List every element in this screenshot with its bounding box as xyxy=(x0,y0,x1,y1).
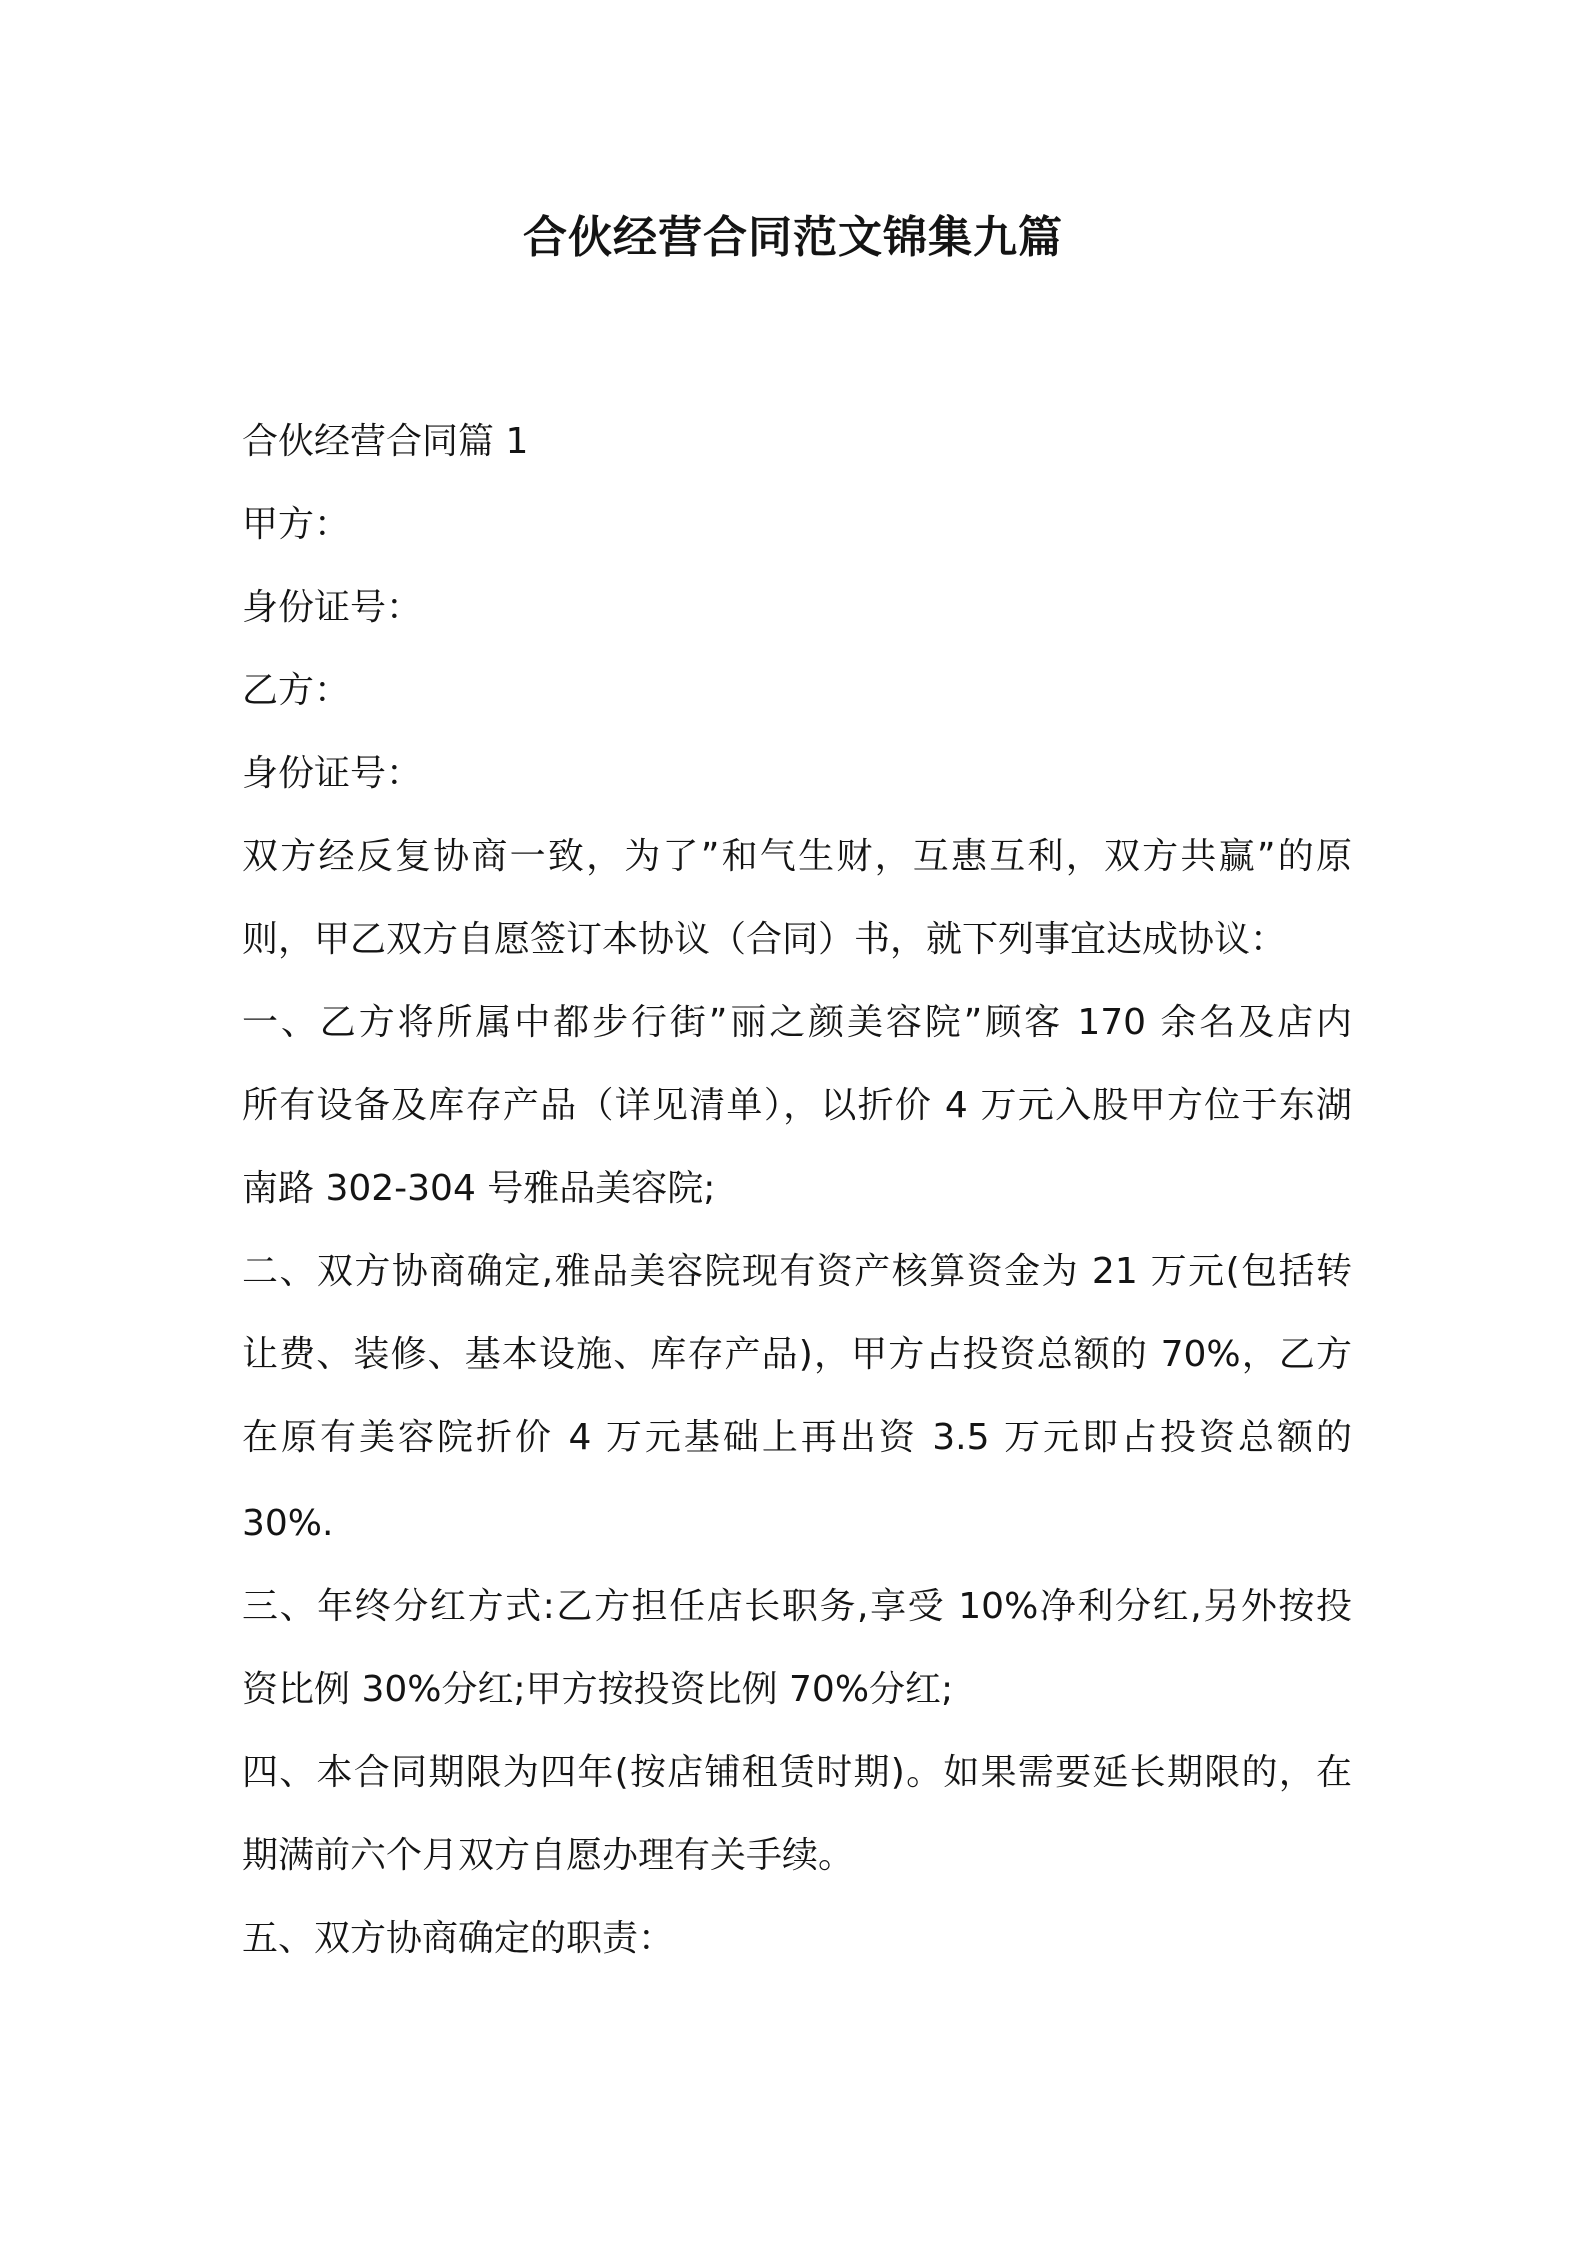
paragraph-line: 30%. xyxy=(242,1503,334,1544)
paragraph-line: 在原有美容院折价 4 万元基础上再出资 3.5 万元即占投资总额的 xyxy=(242,1417,1352,1458)
paragraph-line: 期满前六个月双方自愿办理有关手续。 xyxy=(242,1835,855,1876)
section-heading: 合伙经营合同篇 1 xyxy=(242,421,529,462)
paragraph-line: 则，甲乙双方自愿签订本协议（合同）书，就下列事宜达成协议： xyxy=(242,919,1287,960)
party-b-label: 乙方： xyxy=(242,670,351,711)
paragraph-line: 五、双方协商确定的职责： xyxy=(242,1918,675,1959)
paragraph-line: 南路 302-304 号雅品美容院; xyxy=(242,1168,716,1209)
paragraph-line: 让费、装修、基本设施、库存产品)，甲方占投资总额的 70%，乙方 xyxy=(242,1334,1352,1375)
party-b-id-label: 身份证号： xyxy=(242,753,423,794)
paragraph-line: 三、年终分红方式:乙方担任店长职务,享受 10%净利分红,另外按投 xyxy=(242,1586,1352,1627)
paragraph-line: 资比例 30%分红;甲方按投资比例 70%分红; xyxy=(242,1669,954,1710)
document-title: 合伙经营合同范文锦集九篇 xyxy=(523,212,1063,263)
party-a-id-label: 身份证号： xyxy=(242,587,423,628)
paragraph-line: 双方经反复协商一致，为了”和气生财，互惠互利，双方共赢”的原 xyxy=(242,836,1352,877)
paragraph-line: 二、双方协商确定,雅品美容院现有资产核算资金为 21 万元(包括转 xyxy=(242,1251,1352,1292)
party-a-label: 甲方： xyxy=(242,504,351,545)
paragraph-line: 四、本合同期限为四年(按店铺租赁时期)。如果需要延长期限的，在 xyxy=(242,1752,1352,1793)
paragraph-line: 所有设备及库存产品（详见清单），以折价 4 万元入股甲方位于东湖 xyxy=(242,1085,1352,1126)
paragraph-line: 一、乙方将所属中都步行街”丽之颜美容院”顾客 170 余名及店内 xyxy=(242,1002,1352,1043)
